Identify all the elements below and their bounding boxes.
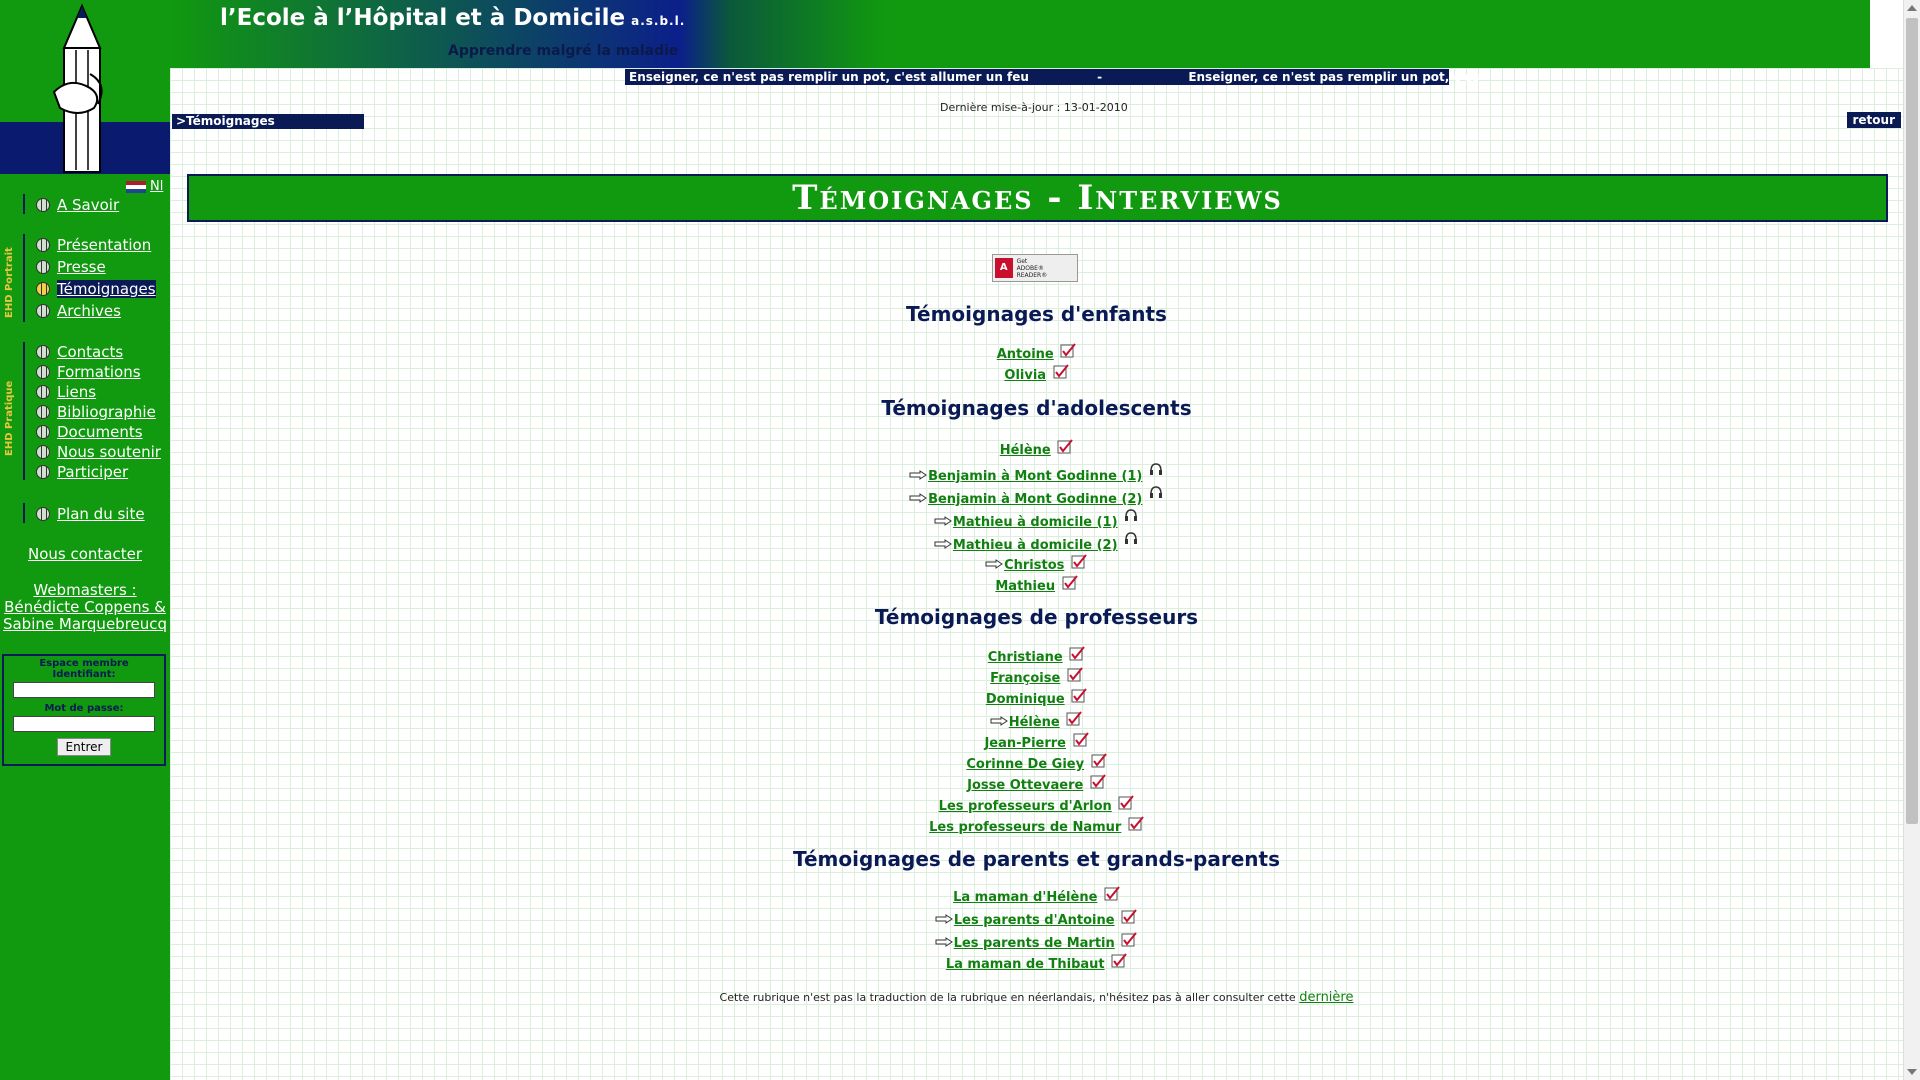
sidebar-item-label[interactable]: Presse	[57, 258, 106, 276]
sidebar-item-a-savoir[interactable]	[36, 196, 119, 214]
site-slogan: Apprendre malgré la maladie	[448, 43, 679, 59]
testimonial-link[interactable]: Christiane	[987, 650, 1063, 665]
checkbox-document-icon[interactable]	[1089, 757, 1107, 772]
testimonial-link[interactable]: Hélène	[1008, 715, 1060, 730]
testimonial-link[interactable]: Josse Ottevaere	[967, 778, 1084, 793]
testimonial-row	[170, 575, 1903, 594]
testimonial-row	[170, 667, 1903, 686]
sidebar-item-label[interactable]: Liens	[57, 383, 97, 401]
sidebar-item-formations[interactable]	[36, 363, 141, 381]
globe-icon	[36, 385, 50, 399]
footnote-text: Cette rubrique n'est pas la traduction de la rubrique en néerlandais, n'hésitez pas à aller consulter cette	[719, 991, 1296, 1004]
get-adobe-reader-button[interactable]	[992, 254, 1078, 282]
breadcrumb[interactable]: >Témoignages	[172, 114, 364, 129]
checkbox-document-icon[interactable]	[1069, 558, 1087, 573]
arrow-pointer-icon	[910, 492, 928, 507]
globe-icon	[36, 507, 50, 521]
identifiant-input[interactable]	[13, 682, 155, 698]
last-update: Dernière mise-à-jour : 13-01-2010	[940, 101, 1128, 114]
webmasters-link[interactable]	[3, 581, 167, 633]
globe-icon	[36, 425, 50, 439]
checkbox-document-icon[interactable]	[1067, 650, 1085, 665]
testimonial-row	[170, 711, 1903, 730]
password-label: Mot de passe:	[44, 703, 124, 714]
testimonial-link[interactable]: Mathieu	[995, 579, 1056, 594]
checkbox-document-icon[interactable]	[1060, 579, 1078, 594]
back-button[interactable]: retour	[1847, 112, 1902, 128]
checkbox-document-icon[interactable]	[1126, 820, 1144, 835]
site-header	[170, 0, 1870, 68]
contact-link-wrap	[0, 545, 170, 563]
footnote-link[interactable]: dernière	[1299, 990, 1354, 1005]
webmaster-name-2: Sabine Marquebreucq	[2, 615, 168, 633]
arrow-pointer-icon	[936, 913, 954, 928]
testimonial-row	[170, 646, 1903, 665]
arrow-pointer-icon	[936, 936, 954, 951]
checkbox-document-icon[interactable]	[1069, 692, 1087, 707]
checkbox-document-icon[interactable]	[1109, 957, 1127, 972]
testimonial-link[interactable]: Françoise	[990, 671, 1061, 686]
logo-area	[0, 0, 170, 174]
testimonial-row	[170, 343, 1903, 362]
sidebar-item-label[interactable]: Témoignages	[57, 280, 156, 298]
sidebar-item-label[interactable]: Documents	[57, 423, 143, 441]
testimonial-row	[170, 816, 1903, 835]
globe-icon	[36, 282, 50, 296]
section-title: Témoignages d'enfants	[906, 302, 1167, 326]
scrolling-ticker	[625, 69, 1480, 85]
testimonial-link[interactable]: La maman d'Hélène	[953, 890, 1098, 905]
testimonial-row	[170, 909, 1903, 928]
testimonial-row	[170, 485, 1903, 507]
sidebar-item-label[interactable]: Participer	[57, 463, 129, 481]
headphones-audio-icon[interactable]	[1147, 492, 1163, 507]
nav-separator	[23, 503, 25, 523]
testimonial-link[interactable]: Dominique	[985, 692, 1065, 707]
scroll-up-arrow-icon[interactable]	[1907, 5, 1917, 11]
webmasters-block	[0, 582, 170, 633]
checkbox-document-icon[interactable]	[1065, 671, 1083, 686]
testimonial-link[interactable]: Les parents de Martin	[953, 936, 1115, 951]
ticker-text-2: Enseigner, ce n'est pas remplir un pot, c'es	[1188, 70, 1480, 84]
sidebar-item-label[interactable]: Archives	[57, 302, 121, 320]
sidebar-item-presse[interactable]	[36, 258, 106, 276]
testimonial-row	[170, 932, 1903, 951]
page-title: Témoignages - Interviews	[187, 174, 1888, 222]
identifiant-label: Identifiant:	[52, 669, 116, 680]
adobe-pdf-icon: A	[995, 258, 1013, 278]
password-input[interactable]	[13, 716, 155, 732]
arrow-pointer-icon	[935, 515, 953, 530]
webmaster-name-1: Bénédicte Coppens &	[4, 598, 166, 616]
sidebar-item-presentation[interactable]	[36, 236, 151, 254]
testimonial-link[interactable]: Christos	[1004, 558, 1065, 573]
sidebar-item-label[interactable]: Plan du site	[57, 505, 145, 523]
checkbox-document-icon[interactable]	[1116, 799, 1134, 814]
scroll-down-arrow-icon[interactable]	[1907, 1069, 1917, 1075]
footnote	[170, 990, 1903, 1005]
testimonial-link[interactable]: Antoine	[996, 347, 1054, 362]
testimonial-link[interactable]: Corinne De Giey	[966, 757, 1085, 772]
adobe-line-1: Get	[1016, 257, 1028, 265]
testimonial-row	[170, 774, 1903, 793]
testimonial-link[interactable]: Mathieu à domicile (2)	[952, 538, 1118, 553]
language-switch[interactable]	[126, 179, 163, 194]
testimonial-row	[170, 753, 1903, 772]
testimonial-link[interactable]: Jean-Pierre	[984, 736, 1066, 751]
sidebar-item-label[interactable]: Présentation	[57, 236, 152, 254]
testimonial-row	[170, 688, 1903, 707]
testimonial-link[interactable]: Olivia	[1004, 368, 1047, 383]
nous-contacter-link[interactable]: Nous contacter	[27, 545, 143, 563]
globe-icon	[36, 405, 50, 419]
testimonial-link[interactable]: Mathieu à domicile (1)	[952, 515, 1118, 530]
testimonial-link[interactable]: Les professeurs de Namur	[929, 820, 1122, 835]
netherlands-flag-icon	[126, 181, 146, 193]
testimonial-link[interactable]: Les parents d'Antoine	[953, 913, 1115, 928]
testimonial-link[interactable]: Hélène	[999, 443, 1051, 458]
checkbox-document-icon[interactable]	[1058, 347, 1076, 362]
sidebar-item-contacts[interactable]	[36, 343, 123, 361]
checkbox-document-icon[interactable]	[1071, 736, 1089, 751]
checkbox-document-icon[interactable]	[1119, 913, 1137, 928]
testimonial-link[interactable]: Benjamin à Mont Godinne (1)	[928, 469, 1143, 484]
testimonial-row	[170, 364, 1903, 383]
globe-icon	[36, 198, 50, 212]
testimonial-link[interactable]: Benjamin à Mont Godinne (2)	[928, 492, 1143, 507]
globe-icon	[36, 465, 50, 479]
sidebar-item-label[interactable]: Nous soutenir	[57, 443, 161, 461]
testimonial-link[interactable]: Les professeurs d'Arlon	[938, 799, 1112, 814]
site-asbl: a.s.b.l.	[631, 14, 686, 28]
testimonial-row	[170, 886, 1903, 905]
section-label-pratique: EHD Pratique	[4, 380, 15, 456]
section-title: Témoignages de professeurs	[874, 605, 1199, 629]
checkbox-document-icon[interactable]	[1064, 715, 1082, 730]
login-button[interactable]: Entrer	[57, 738, 112, 756]
testimonial-row	[170, 732, 1903, 751]
testimonial-row	[170, 439, 1903, 458]
sidebar-item-plan-du-site[interactable]	[36, 505, 145, 523]
sidebar-item-label[interactable]: Bibliographie	[57, 403, 156, 421]
testimonial-row	[170, 795, 1903, 814]
ticker-text-1: Enseigner, ce n'est pas remplir un pot, c'est allumer un feu	[629, 70, 1029, 84]
arrow-pointer-icon	[910, 469, 928, 484]
testimonial-row	[170, 462, 1903, 484]
vertical-scrollbar[interactable]	[1903, 0, 1920, 1080]
globe-icon	[36, 365, 50, 379]
arrow-pointer-icon	[991, 715, 1009, 730]
checkbox-document-icon[interactable]	[1119, 936, 1137, 951]
sidebar-item-label[interactable]: Formations	[57, 363, 141, 381]
section-label-portrait: EHD Portrait	[4, 247, 15, 318]
sidebar-item-label[interactable]: Contacts	[57, 343, 124, 361]
left-sidebar	[0, 0, 170, 1080]
section-title: Témoignages d'adolescents	[881, 396, 1192, 420]
member-login-box	[2, 654, 166, 766]
headphones-audio-icon[interactable]	[1147, 469, 1163, 484]
sidebar-item-nous-soutenir[interactable]	[36, 443, 161, 461]
lang-nl-link[interactable]: Nl	[150, 179, 164, 194]
testimonial-row	[170, 531, 1903, 553]
globe-icon	[36, 238, 50, 252]
site-title[interactable]	[220, 5, 685, 31]
adobe-text	[1017, 258, 1075, 279]
nav-separator	[23, 342, 25, 480]
testimonial-link[interactable]: La maman de Thibaut	[945, 957, 1105, 972]
globe-icon	[36, 345, 50, 359]
sidebar-item-participer[interactable]	[36, 463, 128, 481]
sidebar-item-archives[interactable]	[36, 302, 121, 320]
checkbox-document-icon[interactable]	[1051, 368, 1069, 383]
site-title-text: l’Ecole à l’Hôpital et à Domicile	[220, 5, 626, 31]
scroll-thumb[interactable]	[1906, 18, 1918, 824]
checkbox-document-icon[interactable]	[1102, 890, 1120, 905]
sidebar-item-liens[interactable]	[36, 383, 96, 401]
adobe-line-2: ADOBE® READER®	[1016, 264, 1048, 279]
member-box-title: Espace membre	[39, 658, 129, 669]
sidebar-item-label[interactable]: A Savoir	[57, 196, 120, 214]
globe-icon	[36, 304, 50, 318]
nav-separator	[23, 194, 25, 214]
testimonial-row	[170, 953, 1903, 972]
pencil-logo-icon[interactable]	[50, 4, 114, 174]
globe-icon	[36, 445, 50, 459]
webmasters-label: Webmasters :	[33, 581, 137, 599]
main-content	[170, 68, 1903, 1080]
sidebar-item-temoignages[interactable]	[36, 280, 156, 298]
ticker-separator: -	[1097, 70, 1103, 84]
sidebar-item-bibliographie[interactable]	[36, 403, 156, 421]
checkbox-document-icon[interactable]	[1055, 443, 1073, 458]
sidebar-item-documents[interactable]	[36, 423, 143, 441]
globe-icon	[36, 260, 50, 274]
headphones-audio-icon[interactable]	[1122, 538, 1138, 553]
headphones-audio-icon[interactable]	[1122, 515, 1138, 530]
checkbox-document-icon[interactable]	[1088, 778, 1106, 793]
arrow-pointer-icon	[935, 538, 953, 553]
testimonial-row	[170, 554, 1903, 573]
arrow-pointer-icon	[986, 558, 1004, 573]
section-title: Témoignages de parents et grands-parents	[792, 847, 1280, 871]
nav-separator	[23, 234, 25, 322]
testimonial-row	[170, 508, 1903, 530]
